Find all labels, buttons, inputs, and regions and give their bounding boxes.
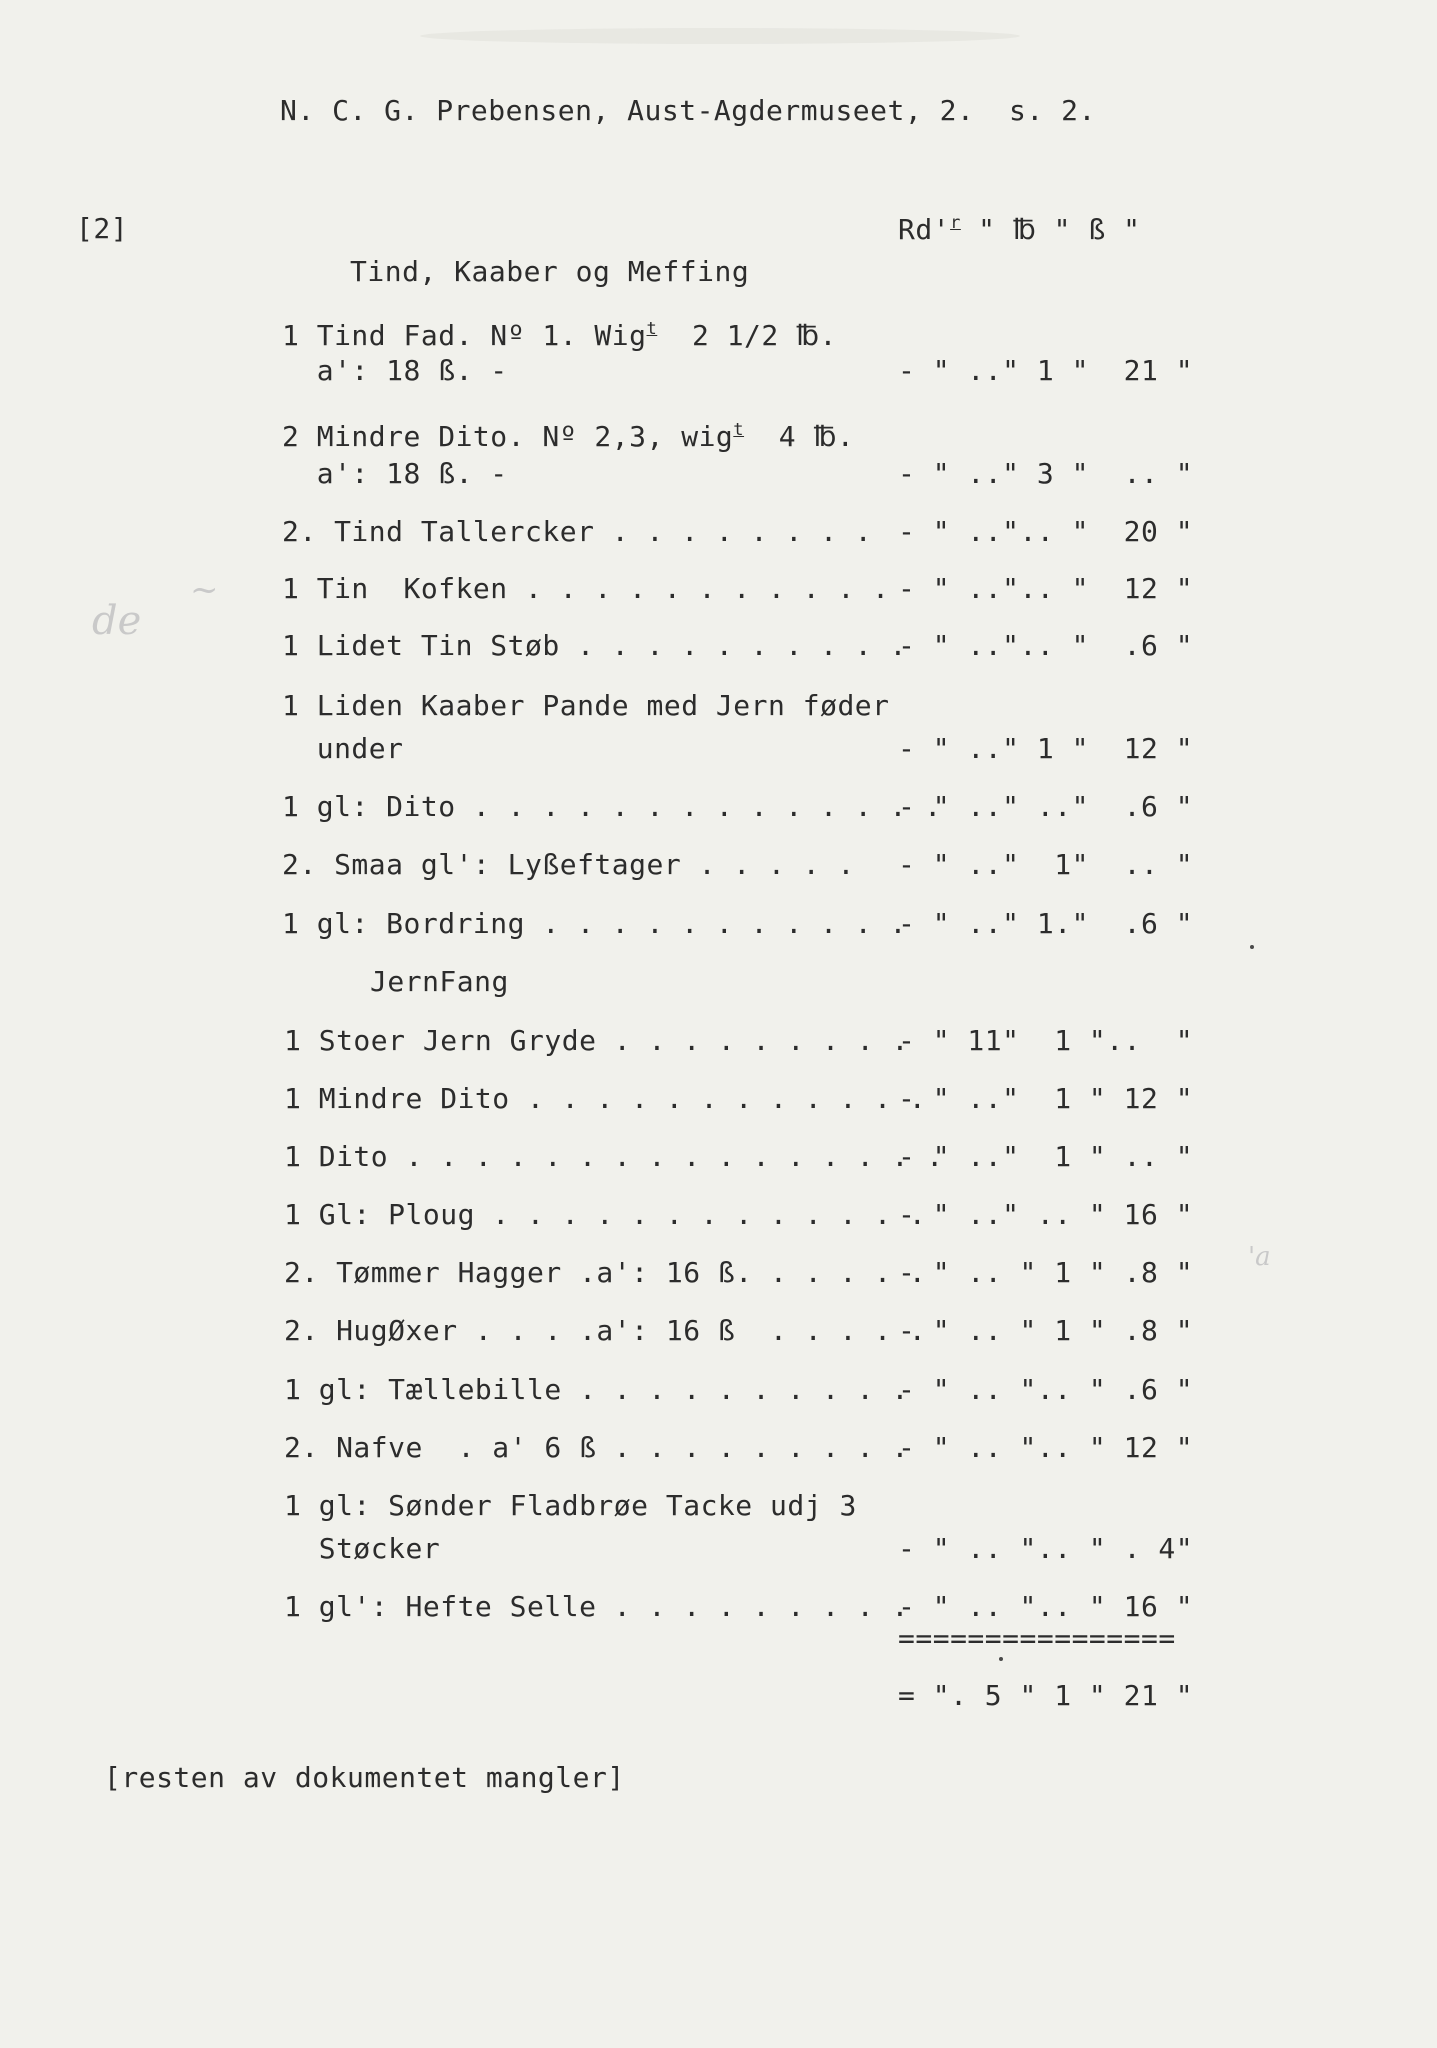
item-amount: - " 11" 1 ".. " xyxy=(898,1024,1194,1057)
item-line: 1 gl: Dito . . . . . . . . . . . . . . xyxy=(282,790,942,823)
margin-pencil-mark: 'a xyxy=(1248,1242,1271,1272)
item-line: 2. Tømmer Hagger .a': 16 ß. . . . . . xyxy=(284,1256,927,1289)
item-line: 2. Nafve . a' 6 ß . . . . . . . . . xyxy=(284,1431,909,1464)
column-headings xyxy=(898,207,1140,246)
item-amount: - " .." 3 " .. " xyxy=(898,457,1194,490)
margin-pencil-mark: ~ xyxy=(190,570,219,610)
item-amount: - " .." .." .6 " xyxy=(898,790,1194,823)
item-amount: - " .. ".. " . 4" xyxy=(898,1532,1194,1565)
page-marker: [2] xyxy=(76,212,129,245)
item-text-tail: 4 ℔. xyxy=(744,420,855,453)
item-line: 1 gl: Sønder Fladbrøe Tacke udj 3 xyxy=(284,1489,857,1522)
item-line: 2. HugØxer . . . .a': 16 ß . . . . . xyxy=(284,1314,927,1347)
item-text: 2 Mindre Dito. Nº 2,3, wig xyxy=(282,420,734,453)
item-line: 1 Stoer Jern Gryde . . . . . . . . . xyxy=(284,1024,909,1057)
item-line: 1 Lidet Tin Støb . . . . . . . . . . xyxy=(282,629,907,662)
item-amount: - " .. ".. " .6 " xyxy=(898,1373,1194,1406)
item-amount: - " ..".. " .6 " xyxy=(898,629,1194,662)
item-line xyxy=(282,313,837,352)
column-rd: Rd' xyxy=(898,213,951,246)
item-line: 1 gl: Tællebille . . . . . . . . . . xyxy=(284,1373,909,1406)
item-line-2: Støcker xyxy=(284,1532,441,1565)
item-line: 1 Tin Kofken . . . . . . . . . . . xyxy=(282,572,890,605)
item-amount: - " ..".. " 12 " xyxy=(898,572,1194,605)
item-line: 1 Liden Kaaber Pande med Jern føder xyxy=(282,689,890,722)
item-amount: - " .. " 1 " .8 " xyxy=(898,1256,1194,1289)
item-line-2: a': 18 ß. - xyxy=(282,457,508,490)
item-amount: - " .." 1" .. " xyxy=(898,848,1194,881)
document-footer-note: [resten av dokumentet mangler] xyxy=(104,1761,625,1794)
item-line-2: a': 18 ß. - xyxy=(282,354,508,387)
item-superscript: t xyxy=(646,319,658,339)
item-amount: - " .." 1." .6 " xyxy=(898,907,1194,940)
item-amount: - " .." 1 " 12 " xyxy=(898,732,1194,765)
item-line: 1 gl': Hefte Selle . . . . . . . . . xyxy=(284,1590,909,1623)
total-amount: = ". 5 " 1 " 21 " xyxy=(898,1679,1194,1712)
item-line: 1 Dito . . . . . . . . . . . . . . . . xyxy=(284,1140,944,1173)
item-amount: - " .." 1 " 12 " xyxy=(898,1082,1194,1115)
section-title: Tind, Kaaber og Meffing xyxy=(350,255,750,288)
item-line: 2. Tind Tallercker . . . . . . . . xyxy=(282,515,873,548)
section-title: JernFang xyxy=(370,965,509,998)
document-header: N. C. G. Prebensen, Aust-Agdermuseet, 2. s. 2. xyxy=(280,94,1096,127)
item-text: 1 Tind Fad. Nº 1. Wig xyxy=(282,319,647,352)
item-line: 1 Mindre Dito . . . . . . . . . . . . xyxy=(284,1082,927,1115)
item-amount: - " .." 1 " 21 " xyxy=(898,354,1194,387)
item-amount: - " ..".. " 20 " xyxy=(898,515,1194,548)
ink-dot xyxy=(999,1657,1003,1661)
item-line xyxy=(282,414,854,453)
margin-pencil-note: de xyxy=(92,598,142,644)
item-line: 2. Smaa gl': Lyßeftager . . . . . xyxy=(282,848,855,881)
column-rest: " ℔ " ß " xyxy=(960,213,1141,246)
item-amount: - " .. ".. " 12 " xyxy=(898,1431,1194,1464)
item-amount: - " .. " 1 " .8 " xyxy=(898,1314,1194,1347)
item-amount: - " .." .. " 16 " xyxy=(898,1198,1194,1231)
item-superscript: t xyxy=(733,420,745,440)
item-line: 1 gl: Bordring . . . . . . . . . . . xyxy=(282,907,907,940)
total-rule: ================ xyxy=(898,1622,1176,1655)
column-rd-superscript: r xyxy=(950,213,961,233)
item-text-tail: 2 1/2 ℔. xyxy=(657,319,837,352)
item-amount: - " .. ".. " 16 " xyxy=(898,1590,1194,1623)
item-amount: - " .." 1 " .. " xyxy=(898,1140,1194,1173)
item-line: 1 Gl: Ploug . . . . . . . . . . . . . xyxy=(284,1198,927,1231)
paper-smudge xyxy=(420,28,1020,44)
ink-dot xyxy=(1250,945,1254,949)
item-line-2: under xyxy=(282,732,404,765)
